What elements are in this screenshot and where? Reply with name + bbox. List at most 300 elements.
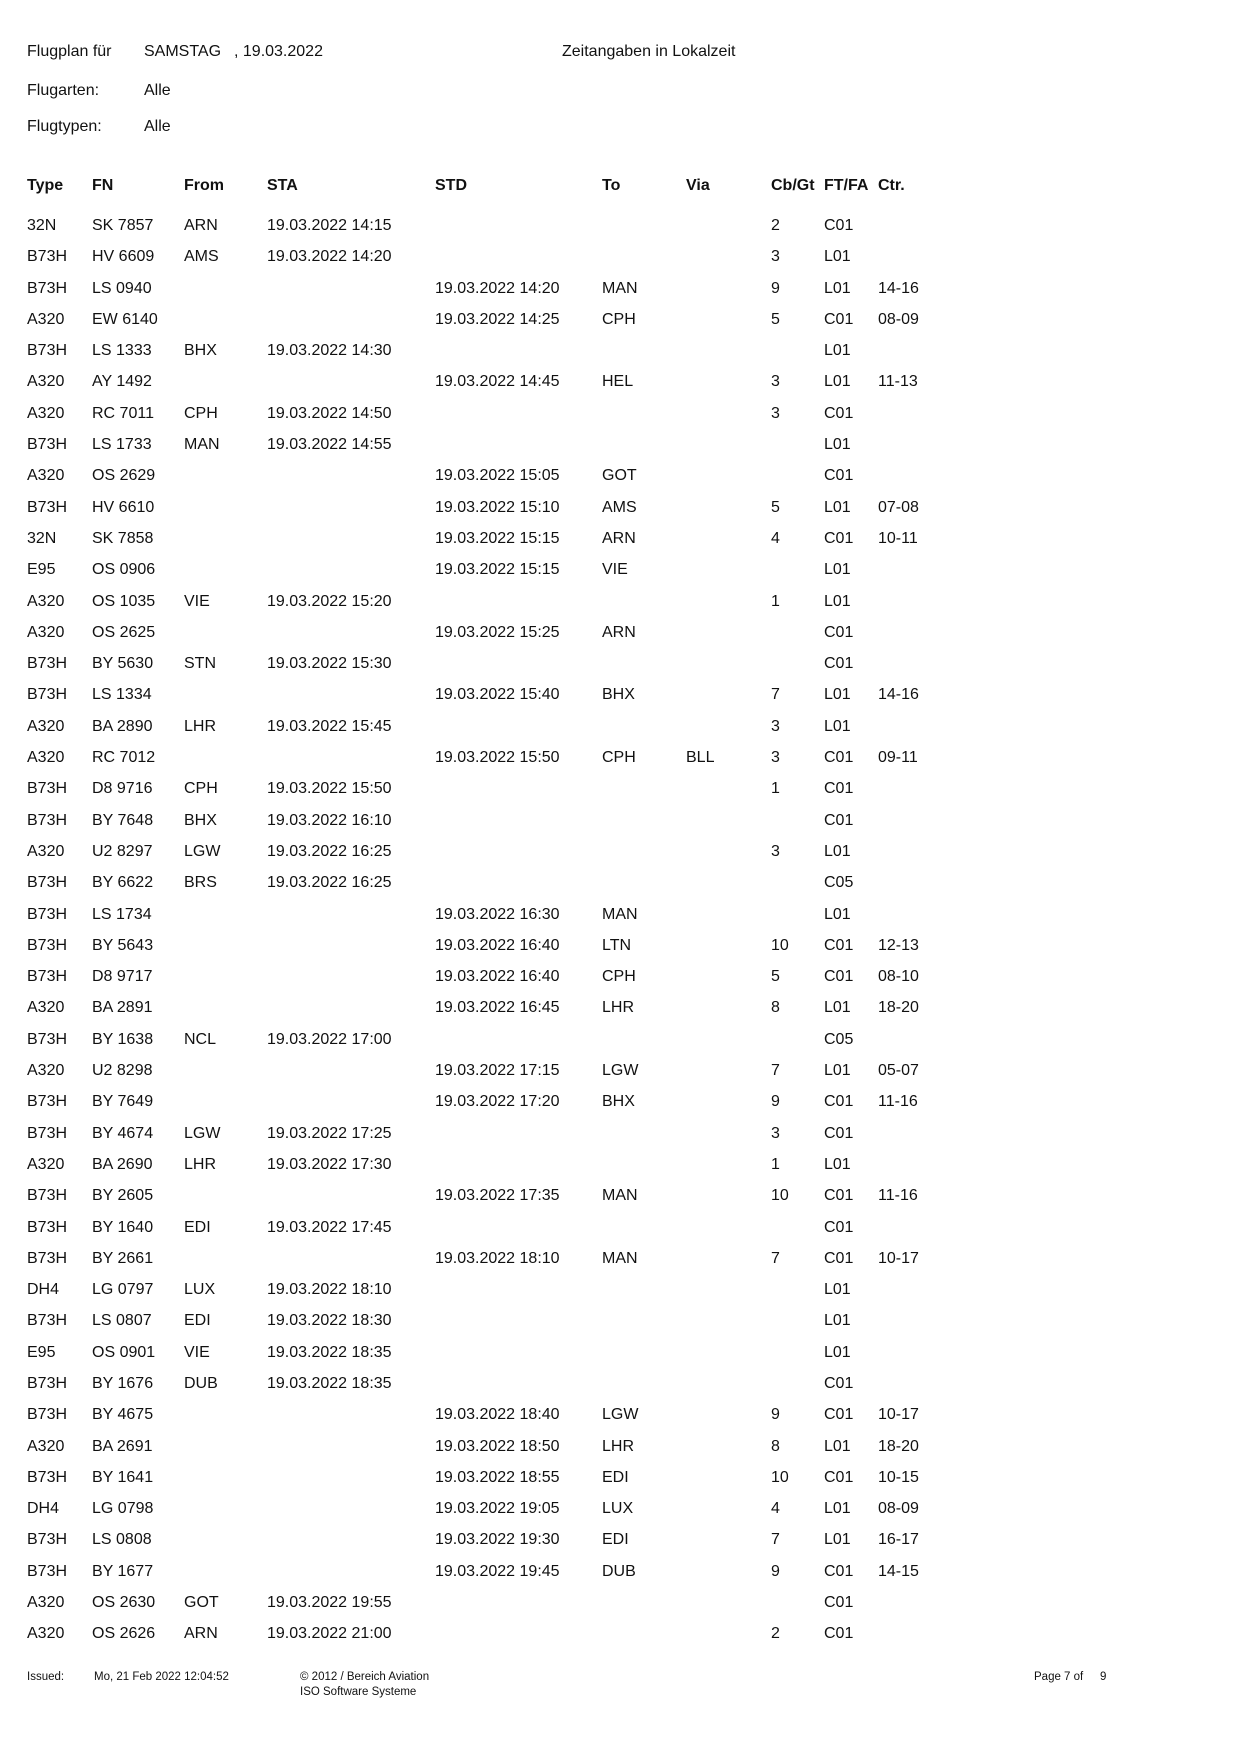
cell-std: 19.03.2022 19:05	[435, 1500, 560, 1518]
cell-ftfa: L01	[824, 905, 851, 923]
cell-type: E95	[27, 561, 56, 579]
cell-fn: OS 2626	[92, 1625, 156, 1643]
cell-fn: RC 7012	[92, 749, 156, 767]
flight-schedule-table	[27, 167, 927, 1652]
cell-ftfa: C01	[824, 623, 854, 641]
table-row	[27, 556, 927, 587]
cell-to: AMS	[602, 498, 637, 516]
cell-ctr: 08-09	[878, 1500, 919, 1518]
table-row	[27, 1620, 927, 1651]
cell-sta: 19.03.2022 16:10	[267, 811, 392, 829]
cell-from: BHX	[184, 342, 217, 360]
table-row	[27, 1526, 927, 1557]
cell-type: A320	[27, 373, 65, 391]
cell-sta: 19.03.2022 17:25	[267, 1124, 392, 1142]
cell-cbgt: 9	[771, 1562, 780, 1580]
cell-sta: 19.03.2022 17:00	[267, 1030, 392, 1048]
cell-type: DH4	[27, 1500, 60, 1518]
cell-from: LUX	[184, 1281, 216, 1299]
cell-to: GOT	[602, 467, 637, 485]
cell-to: HEL	[602, 373, 634, 391]
cell-type: B73H	[27, 1030, 68, 1048]
cell-type: B73H	[27, 1218, 68, 1236]
cell-to: MAN	[602, 279, 638, 297]
cell-fn: BY 5643	[92, 936, 154, 954]
cell-type: A320	[27, 404, 65, 422]
cell-ctr: 14-16	[878, 279, 919, 297]
flugtypen-value: Alle	[144, 118, 171, 135]
cell-fn: BY 2605	[92, 1187, 154, 1205]
cell-to: EDI	[602, 1531, 629, 1549]
cell-sta: 19.03.2022 14:55	[267, 436, 392, 454]
cell-cbgt: 3	[771, 373, 780, 391]
cell-ftfa: C01	[824, 1093, 854, 1111]
cell-from: BRS	[184, 874, 217, 892]
table-row	[27, 869, 927, 900]
cell-ctr: 09-11	[878, 749, 918, 767]
cell-type: B73H	[27, 968, 68, 986]
cell-to: VIE	[602, 561, 628, 579]
cell-std: 19.03.2022 17:15	[435, 1062, 560, 1080]
cell-fn: SK 7858	[92, 529, 154, 547]
copyright-line-2: ISO Software Systeme	[300, 1686, 417, 1698]
cell-ftfa: C01	[824, 404, 854, 422]
cell-cbgt: 10	[771, 1468, 789, 1486]
cell-ftfa: L01	[824, 1437, 851, 1455]
cell-cbgt: 8	[771, 1437, 780, 1455]
cell-type: B73H	[27, 1468, 68, 1486]
cell-cbgt: 7	[771, 1249, 780, 1267]
cell-to: CPH	[602, 749, 636, 767]
cell-std: 19.03.2022 17:35	[435, 1187, 560, 1205]
cell-type: B73H	[27, 498, 68, 516]
cell-type: A320	[27, 717, 65, 735]
cell-cbgt: 9	[771, 279, 780, 297]
cell-ftfa: C01	[824, 811, 854, 829]
cell-fn: LG 0797	[92, 1281, 154, 1299]
cell-from: VIE	[184, 592, 210, 610]
column-header-from: From	[184, 177, 224, 194]
table-row	[27, 650, 927, 681]
cell-to: ARN	[602, 529, 636, 547]
cell-sta: 19.03.2022 21:00	[267, 1625, 392, 1643]
cell-ctr: 07-08	[878, 498, 919, 516]
cell-ftfa: C01	[824, 780, 854, 798]
cell-fn: BY 6622	[92, 874, 154, 892]
table-row	[27, 744, 927, 775]
cell-fn: LS 1733	[92, 436, 152, 454]
cell-from: LHR	[184, 717, 217, 735]
cell-std: 19.03.2022 15:10	[435, 498, 560, 516]
cell-sta: 19.03.2022 18:10	[267, 1281, 392, 1299]
cell-sta: 19.03.2022 17:45	[267, 1218, 392, 1236]
table-row	[27, 1401, 927, 1432]
cell-ftfa: L01	[824, 373, 851, 391]
cell-fn: HV 6610	[92, 498, 155, 516]
column-header-sta: STA	[267, 177, 298, 194]
cell-cbgt: 7	[771, 686, 780, 704]
cell-fn: HV 6609	[92, 248, 155, 266]
cell-to: BHX	[602, 1093, 635, 1111]
table-row	[27, 994, 927, 1025]
cell-type: A320	[27, 467, 65, 485]
cell-from: MAN	[184, 436, 220, 454]
cell-std: 19.03.2022 17:20	[435, 1093, 560, 1111]
cell-ftfa: L01	[824, 1343, 851, 1361]
cell-fn: AY 1492	[92, 373, 152, 391]
table-row	[27, 1057, 927, 1088]
cell-to: DUB	[602, 1562, 636, 1580]
cell-ftfa: C01	[824, 1406, 854, 1424]
cell-to: MAN	[602, 1187, 638, 1205]
cell-ctr: 16-17	[878, 1531, 919, 1549]
cell-cbgt: 5	[771, 498, 780, 516]
cell-ftfa: L01	[824, 1155, 851, 1173]
cell-sta: 19.03.2022 14:20	[267, 248, 392, 266]
cell-std: 19.03.2022 15:15	[435, 561, 560, 579]
cell-cbgt: 3	[771, 842, 780, 860]
table-row	[27, 431, 927, 462]
cell-cbgt: 1	[771, 1155, 780, 1173]
column-header-type: Type	[27, 177, 64, 194]
cell-cbgt: 1	[771, 592, 780, 610]
cell-ctr: 11-16	[878, 1187, 918, 1205]
table-row	[27, 1495, 927, 1526]
cell-std: 19.03.2022 15:25	[435, 623, 560, 641]
flugtypen-label: Flugtypen:	[27, 118, 102, 135]
table-row	[27, 243, 927, 274]
cell-type: B73H	[27, 780, 68, 798]
cell-fn: SK 7857	[92, 217, 154, 234]
cell-sta: 19.03.2022 17:30	[267, 1155, 392, 1173]
cell-cbgt: 4	[771, 1500, 780, 1518]
cell-sta: 19.03.2022 14:50	[267, 404, 392, 422]
cell-type: A320	[27, 842, 65, 860]
cell-ftfa: C01	[824, 467, 854, 485]
flugarten-label: Flugarten:	[27, 82, 100, 99]
cell-cbgt: 5	[771, 310, 780, 328]
cell-from: GOT	[184, 1594, 219, 1612]
cell-ftfa: C01	[824, 1249, 854, 1267]
cell-std: 19.03.2022 14:45	[435, 373, 560, 391]
cell-type: B73H	[27, 686, 68, 704]
timezone-note: Zeitangaben in Lokalzeit	[562, 43, 736, 60]
cell-to: MAN	[602, 905, 638, 923]
cell-fn: BA 2691	[92, 1437, 153, 1455]
cell-ftfa: L01	[824, 1500, 851, 1518]
cell-sta: 19.03.2022 15:50	[267, 780, 392, 798]
table-row	[27, 681, 927, 712]
cell-to: BHX	[602, 686, 635, 704]
cell-std: 19.03.2022 14:20	[435, 279, 560, 297]
cell-type: B73H	[27, 342, 68, 360]
table-row	[27, 1558, 927, 1589]
cell-ftfa: L01	[824, 686, 851, 704]
cell-from: EDI	[184, 1312, 211, 1330]
cell-type: B73H	[27, 279, 68, 297]
cell-type: B73H	[27, 874, 68, 892]
cell-type: B73H	[27, 1312, 68, 1330]
cell-to: LHR	[602, 999, 635, 1017]
cell-from: NCL	[184, 1030, 217, 1048]
cell-fn: BA 2890	[92, 717, 153, 735]
cell-sta: 19.03.2022 15:30	[267, 655, 392, 673]
cell-fn: LS 1734	[92, 905, 152, 923]
cell-fn: OS 2630	[92, 1594, 156, 1612]
table-row	[27, 462, 927, 493]
column-header-std: STD	[435, 177, 467, 194]
cell-std: 19.03.2022 15:15	[435, 529, 560, 547]
cell-std: 19.03.2022 18:10	[435, 1249, 560, 1267]
table-row	[27, 807, 927, 838]
cell-type: B73H	[27, 1531, 68, 1549]
column-header-ftfa: FT/FA	[824, 177, 869, 194]
column-header-ctr: Ctr.	[878, 177, 905, 194]
cell-type: B73H	[27, 811, 68, 829]
cell-fn: RC 7011	[92, 404, 154, 422]
cell-ftfa: C01	[824, 1218, 854, 1236]
cell-cbgt: 3	[771, 717, 780, 735]
cell-ctr: 11-13	[878, 373, 918, 391]
cell-ftfa: L01	[824, 592, 851, 610]
table-row	[27, 1151, 927, 1182]
table-row	[27, 1088, 927, 1119]
cell-fn: LS 1333	[92, 342, 152, 360]
cell-fn: BY 1677	[92, 1562, 154, 1580]
cell-cbgt: 2	[771, 217, 780, 234]
cell-ctr: 05-07	[878, 1062, 919, 1080]
cell-type: B73H	[27, 1562, 68, 1580]
cell-fn: BA 2891	[92, 999, 153, 1017]
cell-cbgt: 7	[771, 1062, 780, 1080]
table-row	[27, 1589, 927, 1620]
table-row	[27, 275, 927, 306]
table-row	[27, 775, 927, 806]
column-header-fn: FN	[92, 177, 114, 194]
cell-std: 19.03.2022 19:30	[435, 1531, 560, 1549]
cell-ftfa: L01	[824, 1062, 851, 1080]
cell-to: LUX	[602, 1500, 634, 1518]
column-header-to: To	[602, 177, 621, 194]
cell-type: B73H	[27, 436, 68, 454]
cell-type: 32N	[27, 529, 57, 547]
cell-to: LGW	[602, 1062, 639, 1080]
cell-ftfa: C05	[824, 1030, 854, 1048]
cell-from: LHR	[184, 1155, 217, 1173]
cell-ctr: 10-17	[878, 1249, 919, 1267]
cell-cbgt: 4	[771, 529, 780, 547]
cell-std: 19.03.2022 18:55	[435, 1468, 560, 1486]
table-row	[27, 1370, 927, 1401]
cell-fn: LS 0807	[92, 1312, 152, 1330]
cell-ftfa: C01	[824, 217, 854, 234]
table-row	[27, 1214, 927, 1245]
cell-cbgt: 3	[771, 248, 780, 266]
cell-fn: OS 0901	[92, 1343, 156, 1361]
cell-to: ARN	[602, 623, 636, 641]
cell-type: A320	[27, 592, 65, 610]
cell-std: 19.03.2022 15:05	[435, 467, 560, 485]
cell-type: A320	[27, 1437, 65, 1455]
cell-type: A320	[27, 1625, 65, 1643]
table-row	[27, 306, 927, 337]
cell-fn: BY 4675	[92, 1406, 154, 1424]
cell-ftfa: C05	[824, 874, 854, 892]
cell-ftfa: C01	[824, 310, 854, 328]
cell-ftfa: L01	[824, 717, 851, 735]
cell-sta: 19.03.2022 14:30	[267, 342, 392, 360]
cell-to: EDI	[602, 1468, 629, 1486]
cell-type: B73H	[27, 1374, 68, 1392]
cell-sta: 19.03.2022 18:35	[267, 1343, 392, 1361]
cell-type: A320	[27, 310, 65, 328]
cell-ftfa: C01	[824, 936, 854, 954]
cell-sta: 19.03.2022 16:25	[267, 842, 392, 860]
cell-cbgt: 2	[771, 1625, 780, 1643]
cell-cbgt: 5	[771, 968, 780, 986]
table-row	[27, 494, 927, 525]
cell-from: VIE	[184, 1343, 210, 1361]
cell-sta: 19.03.2022 18:35	[267, 1374, 392, 1392]
table-body	[27, 212, 927, 1652]
cell-ctr: 10-15	[878, 1468, 919, 1486]
column-header-cbgt: Cb/Gt	[771, 177, 815, 194]
cell-cbgt: 1	[771, 780, 780, 798]
cell-sta: 19.03.2022 15:20	[267, 592, 392, 610]
column-header-via: Via	[686, 177, 710, 194]
cell-from: STN	[184, 655, 216, 673]
table-row	[27, 337, 927, 368]
cell-std: 19.03.2022 16:40	[435, 936, 560, 954]
cell-to: LTN	[602, 936, 632, 954]
cell-to: LGW	[602, 1406, 639, 1424]
table-row	[27, 588, 927, 619]
cell-fn: U2 8297	[92, 842, 153, 860]
table-row	[27, 932, 927, 963]
table-row	[27, 619, 927, 650]
cell-fn: LS 0808	[92, 1531, 152, 1549]
cell-from: ARN	[184, 1625, 218, 1643]
cell-fn: OS 1035	[92, 592, 156, 610]
table-row	[27, 368, 927, 399]
cell-cbgt: 3	[771, 404, 780, 422]
cell-cbgt: 3	[771, 749, 780, 767]
cell-to: CPH	[602, 968, 636, 986]
cell-fn: BY 1641	[92, 1468, 154, 1486]
cell-ftfa: C01	[824, 1562, 854, 1580]
cell-cbgt: 10	[771, 936, 789, 954]
cell-ftfa: L01	[824, 248, 851, 266]
table-row	[27, 1276, 927, 1307]
cell-type: B73H	[27, 1406, 68, 1424]
cell-type: B73H	[27, 936, 68, 954]
cell-type: B73H	[27, 1187, 68, 1205]
cell-fn: LG 0798	[92, 1500, 154, 1518]
cell-ctr: 10-17	[878, 1406, 919, 1424]
cell-ftfa: C01	[824, 1594, 854, 1612]
page-label: Page 7 of	[1034, 1671, 1084, 1683]
issued-label: Issued:	[27, 1671, 65, 1683]
cell-ctr: 14-16	[878, 686, 919, 704]
cell-via: BLL	[686, 749, 715, 767]
cell-std: 19.03.2022 16:45	[435, 999, 560, 1017]
table-row	[27, 713, 927, 744]
schedule-date: , 19.03.2022	[234, 43, 323, 60]
cell-type: 32N	[27, 217, 57, 234]
cell-fn: D8 9717	[92, 968, 153, 986]
cell-ftfa: C01	[824, 968, 854, 986]
cell-type: B73H	[27, 655, 68, 673]
table-row	[27, 1464, 927, 1495]
cell-ftfa: L01	[824, 1312, 851, 1330]
cell-ftfa: C01	[824, 1187, 854, 1205]
cell-ctr: 08-10	[878, 968, 919, 986]
cell-ftfa: C01	[824, 529, 854, 547]
cell-sta: 19.03.2022 19:55	[267, 1594, 392, 1612]
cell-ftfa: L01	[824, 1281, 851, 1299]
cell-ctr: 10-11	[878, 529, 918, 547]
page-total: 9	[1100, 1671, 1107, 1683]
cell-fn: LS 1334	[92, 686, 152, 704]
cell-type: E95	[27, 1343, 56, 1361]
table-row	[27, 400, 927, 431]
table-row	[27, 838, 927, 869]
cell-ftfa: C01	[824, 1468, 854, 1486]
cell-ftfa: L01	[824, 1531, 851, 1549]
table-row	[27, 1182, 927, 1213]
cell-ftfa: L01	[824, 561, 851, 579]
cell-std: 19.03.2022 16:40	[435, 968, 560, 986]
cell-ctr: 14-15	[878, 1562, 919, 1580]
table-row	[27, 1307, 927, 1338]
table-row	[27, 1120, 927, 1151]
cell-from: EDI	[184, 1218, 211, 1236]
cell-ftfa: L01	[824, 279, 851, 297]
cell-std: 19.03.2022 18:50	[435, 1437, 560, 1455]
cell-to: LHR	[602, 1437, 635, 1455]
cell-fn: BY 5630	[92, 655, 154, 673]
cell-ftfa: C01	[824, 655, 854, 673]
table-row	[27, 1339, 927, 1370]
cell-type: A320	[27, 1155, 65, 1173]
table-row	[27, 1026, 927, 1057]
cell-sta: 19.03.2022 14:15	[267, 217, 392, 234]
issued-timestamp: Mo, 21 Feb 2022 12:04:52	[94, 1671, 229, 1683]
flugplan-label: Flugplan für	[27, 43, 112, 60]
cell-type: A320	[27, 1062, 65, 1080]
cell-fn: BY 1640	[92, 1218, 154, 1236]
cell-fn: LS 0940	[92, 279, 152, 297]
cell-ctr: 12-13	[878, 936, 919, 954]
cell-ctr: 11-16	[878, 1093, 918, 1111]
cell-sta: 19.03.2022 15:45	[267, 717, 392, 735]
day-name: SAMSTAG	[144, 43, 222, 60]
cell-fn: BY 7648	[92, 811, 154, 829]
cell-cbgt: 3	[771, 1124, 780, 1142]
cell-sta: 19.03.2022 18:30	[267, 1312, 392, 1330]
cell-from: BHX	[184, 811, 217, 829]
table-header-row	[27, 167, 927, 212]
cell-fn: OS 2629	[92, 467, 156, 485]
cell-ftfa: L01	[824, 436, 851, 454]
cell-to: CPH	[602, 310, 636, 328]
cell-type: DH4	[27, 1281, 60, 1299]
cell-ftfa: C01	[824, 1625, 854, 1643]
cell-fn: OS 2625	[92, 623, 156, 641]
cell-ftfa: L01	[824, 842, 851, 860]
cell-ftfa: L01	[824, 498, 851, 516]
cell-ftfa: C01	[824, 1374, 854, 1392]
